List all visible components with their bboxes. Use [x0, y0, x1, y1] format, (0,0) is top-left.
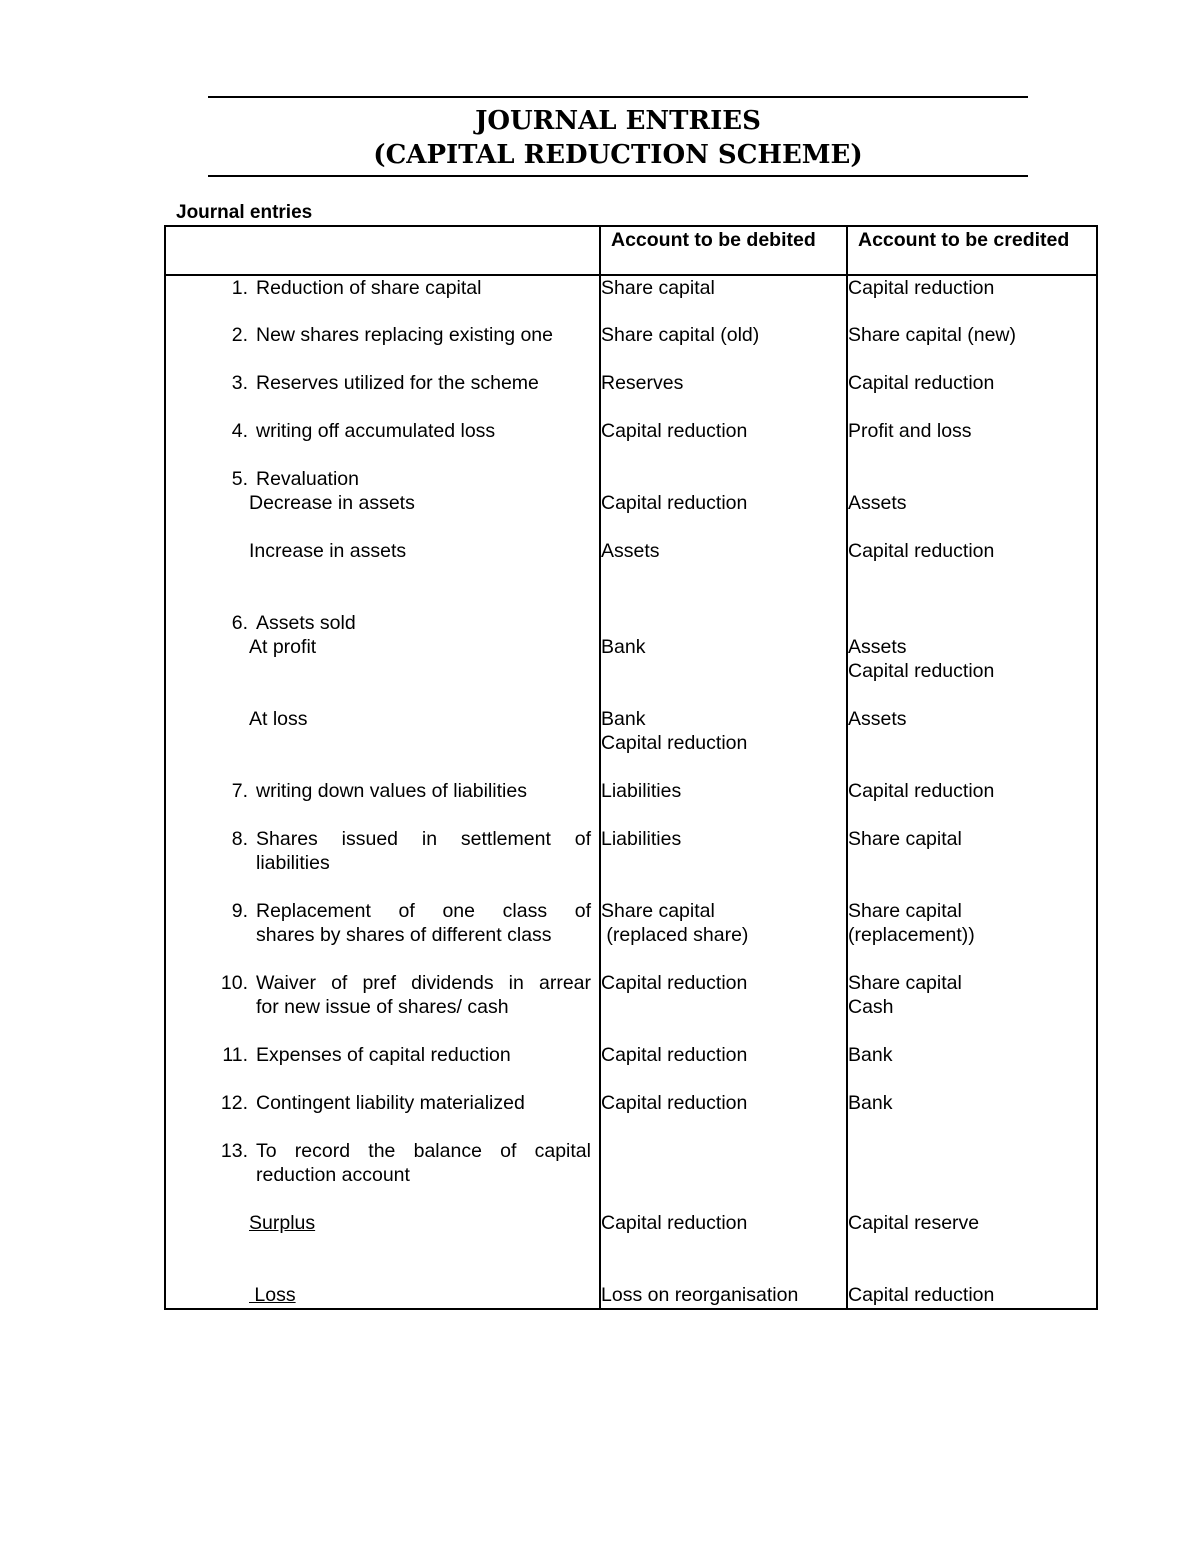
credit-account: Cash [848, 996, 894, 1018]
table-row [165, 1139, 1097, 1211]
entry-description-line-2: shares by shares of different class [256, 924, 552, 946]
table-row [165, 491, 1097, 539]
table-row [165, 635, 1097, 707]
credit-account: Bank [848, 1092, 893, 1114]
debit-account: Bank [601, 636, 646, 658]
entry-number: 11. [222, 1044, 248, 1066]
credit-account: Share capital (new) [848, 324, 1016, 346]
debit-account: Capital reduction [601, 420, 748, 442]
entry-description: Revaluation [256, 468, 359, 490]
debit-account: Share capital (old) [601, 324, 760, 346]
section-label: Journal entries [176, 202, 313, 223]
credit-account: Capital reserve [848, 1212, 980, 1234]
debit-account: Share capital [601, 277, 715, 299]
entry-description-line-2: reduction account [256, 1164, 410, 1186]
header-credited: Account to be credited [847, 226, 1097, 275]
debit-account: Assets [601, 540, 660, 562]
credit-account: Capital reduction [848, 660, 995, 682]
entry-description-line-1: Waiver of pref dividends in arrear [256, 972, 591, 994]
entry-description: Expenses of capital reduction [256, 1044, 511, 1066]
table-row [165, 1091, 1097, 1139]
debit-account: Capital reduction [601, 1044, 748, 1066]
title-line-2: (CAPITAL REDUCTION SCHEME) [373, 140, 863, 170]
entry-number: 8. [231, 828, 248, 850]
table-row [165, 539, 1097, 611]
document-title [208, 104, 1028, 172]
entry-number: 6. [231, 612, 248, 634]
credit-account: (replacement)) [848, 924, 975, 946]
entry-number: 5. [231, 468, 248, 490]
debit-account: Capital reduction [601, 492, 748, 514]
debit-account: Capital reduction [601, 1092, 748, 1114]
credit-account: Bank [848, 1044, 893, 1066]
credit-account: Assets [848, 636, 907, 658]
entry-number: 1. [231, 277, 248, 299]
entry-description: Reserves utilized for the scheme [256, 372, 539, 394]
entry-sub-description: Loss [249, 1284, 296, 1306]
entry-sub-description: Decrease in assets [249, 492, 415, 514]
credit-account: Capital reduction [848, 780, 995, 802]
debit-account: Loss on reorganisation [601, 1284, 799, 1306]
entry-description: New shares replacing existing one [256, 324, 553, 346]
table-row [165, 467, 1097, 491]
entry-description: Reduction of share capital [256, 277, 482, 299]
credit-account: Share capital [848, 900, 962, 922]
credit-account: Capital reduction [848, 277, 995, 299]
debit-account: Capital reduction [601, 1212, 748, 1234]
entry-number: 10. [220, 972, 248, 994]
entry-number: 12. [220, 1092, 248, 1114]
table-row [165, 1283, 1097, 1309]
debit-account: (replaced share) [601, 924, 749, 946]
bottom-rule [208, 175, 1028, 177]
entry-description: Assets sold [256, 612, 356, 634]
table-row [165, 899, 1097, 971]
table-row [165, 779, 1097, 827]
entry-description: writing down values of liabilities [256, 780, 527, 802]
credit-account: Capital reduction [848, 1284, 995, 1306]
table-row [165, 1211, 1097, 1283]
entry-description-line-1: To record the balance of capital [256, 1140, 591, 1162]
credit-account: Assets [848, 708, 907, 730]
table-row [165, 611, 1097, 635]
entry-number: 4. [231, 420, 248, 442]
entry-number: 13. [220, 1140, 248, 1162]
table-row [165, 323, 1097, 371]
credit-account: Assets [848, 492, 907, 514]
entry-number: 9. [231, 900, 248, 922]
entry-sub-description: Surplus [249, 1212, 316, 1234]
entry-sub-description: At loss [249, 708, 308, 730]
debit-account: Capital reduction [601, 972, 748, 994]
table-header-row [165, 226, 1097, 275]
journal-entries-table [164, 225, 1098, 1310]
title-line-1: JOURNAL ENTRIES [475, 106, 761, 136]
debit-account: Liabilities [601, 780, 682, 802]
table-row [165, 419, 1097, 467]
table-row [165, 707, 1097, 779]
credit-account: Share capital [848, 972, 962, 994]
debit-account: Liabilities [601, 828, 682, 850]
entry-description-line-1: Shares issued in settlement of [256, 828, 591, 850]
entry-sub-description: At profit [249, 636, 317, 658]
debit-account: Share capital [601, 900, 715, 922]
table-row [165, 971, 1097, 1043]
table-row [165, 275, 1097, 323]
entry-number: 3. [231, 372, 248, 394]
credit-account: Profit and loss [848, 420, 972, 442]
entry-description-line-1: Replacement of one class of [256, 900, 591, 922]
entry-number: 2. [231, 324, 248, 346]
entry-sub-description: Increase in assets [249, 540, 407, 562]
entry-description-line-2: for new issue of shares/ cash [256, 996, 509, 1018]
credit-account: Share capital [848, 828, 962, 850]
debit-account: Reserves [601, 372, 684, 394]
header-blank [165, 226, 600, 275]
entry-description: writing off accumulated loss [256, 420, 496, 442]
table-row [165, 371, 1097, 419]
top-rule [208, 96, 1028, 98]
debit-account: Bank [601, 708, 646, 730]
entry-description-line-2: liabilities [256, 852, 330, 874]
credit-account: Capital reduction [848, 372, 995, 394]
header-debited: Account to be debited [600, 226, 847, 275]
entry-description: Contingent liability materialized [256, 1092, 525, 1114]
debit-account: Capital reduction [601, 732, 748, 754]
credit-account: Capital reduction [848, 540, 995, 562]
table-row [165, 1043, 1097, 1091]
entry-number: 7. [231, 780, 248, 802]
table-row [165, 827, 1097, 899]
